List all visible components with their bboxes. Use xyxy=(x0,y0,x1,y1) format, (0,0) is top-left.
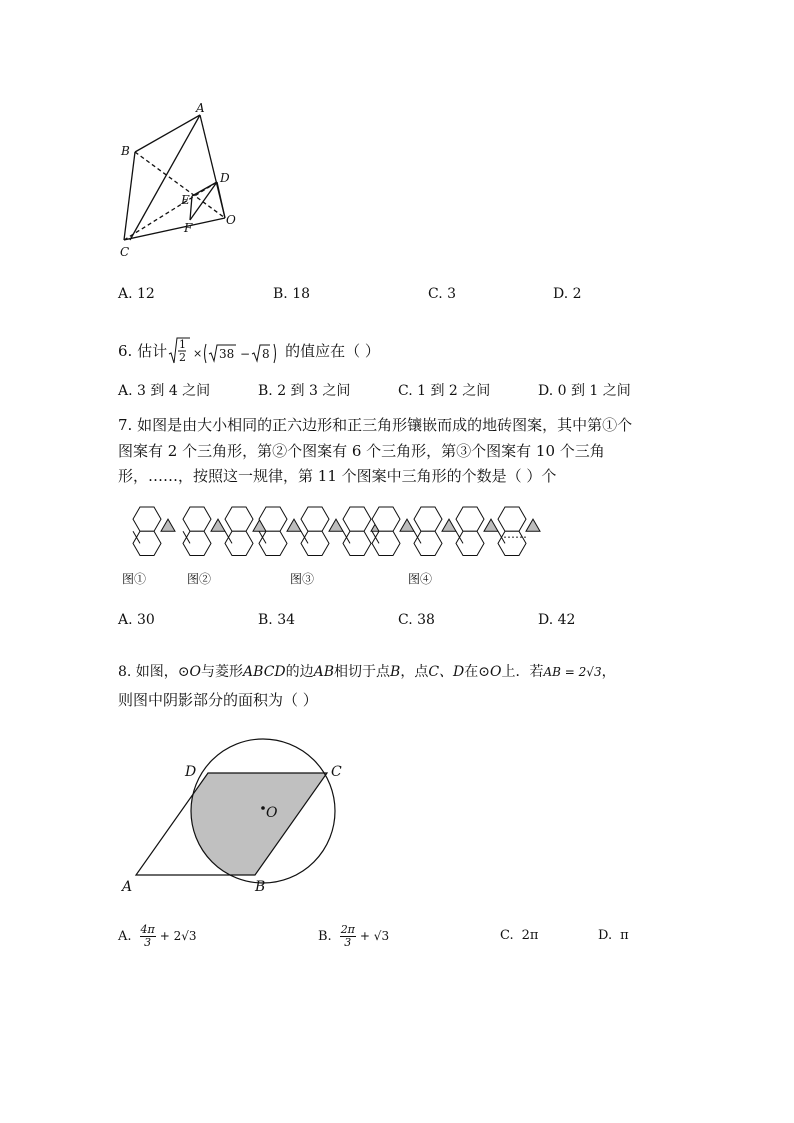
q7-option-b[interactable]: B. 34 xyxy=(258,612,296,628)
q7-figure-1 xyxy=(133,507,175,556)
q5-option-c[interactable]: C. 3 xyxy=(428,286,457,302)
q7-hexagon xyxy=(343,507,371,531)
q6-option-c[interactable]: C. 1 到 2 之间 xyxy=(398,383,491,399)
q6-minus: − xyxy=(240,347,251,361)
q8-stem-line-1 xyxy=(118,660,616,684)
q5-option-d[interactable]: D. 2 xyxy=(553,286,582,302)
q7-triangle xyxy=(329,519,343,531)
q8-option-b[interactable] xyxy=(318,920,389,952)
q7-hexagon xyxy=(456,531,484,555)
q8-text-1: 8. 如图， xyxy=(118,664,178,680)
q8-point-b: B xyxy=(390,664,401,680)
q7-triangle xyxy=(526,519,540,531)
q8-circle-o-2: ⊙O xyxy=(478,664,502,680)
q8-option-c-text: 2π xyxy=(521,928,539,943)
q7-option-a[interactable]: A. 30 xyxy=(118,612,155,628)
q8-option-b-fraction xyxy=(340,924,356,949)
q6-stem xyxy=(118,336,380,366)
q6-radicand-1: 38 xyxy=(219,347,235,361)
q7-triangle xyxy=(161,519,175,531)
q8-option-d-text: π xyxy=(620,928,629,943)
q8-text-6: 在 xyxy=(464,664,479,680)
q7-hexagon xyxy=(343,531,371,555)
q8-option-c[interactable] xyxy=(500,928,538,943)
q7-triangle xyxy=(287,519,301,531)
q7-hexagon xyxy=(133,507,161,531)
q7-hexagon xyxy=(456,507,484,531)
q7-ellipsis: …… xyxy=(503,527,527,541)
q7-hexagon xyxy=(225,507,253,531)
q8-option-d-label: D. xyxy=(598,928,613,943)
q7-option-c[interactable]: C. 38 xyxy=(398,612,435,628)
q6-times: × xyxy=(193,347,203,360)
q7-caption-3: 图③ xyxy=(290,572,315,586)
q8-option-b-den: 3 xyxy=(344,935,352,949)
q5-label-b: B xyxy=(121,144,130,158)
q5-label-f: F xyxy=(184,221,193,235)
q6-radicand-2: 8 xyxy=(262,347,270,361)
q8-given: AB = 2√3 xyxy=(543,665,602,679)
q7-hexagon xyxy=(301,507,329,531)
q8-option-d[interactable] xyxy=(598,928,629,943)
q8-rhombus-name: ABCD xyxy=(243,664,286,680)
q8-option-a-num: 4π xyxy=(140,922,155,936)
q7-caption-4: 图④ xyxy=(408,572,433,586)
q8-stem-line-2: 则图中阴影部分的面积为（ ） xyxy=(118,691,318,709)
q7-hexagon xyxy=(259,531,287,555)
q8-label-b: B xyxy=(255,879,266,895)
q6-option-a[interactable]: A. 3 到 4 之间 xyxy=(118,383,211,399)
q7-hexagon xyxy=(225,531,253,555)
q8-option-a-label: A. xyxy=(118,928,132,944)
q8-text-4: 相切于点 xyxy=(334,664,391,680)
q8-option-a-tail: + 2√3 xyxy=(159,929,197,943)
q7-hexagon xyxy=(414,531,442,555)
q8-text-8: ， xyxy=(601,664,616,680)
q7-hexagon xyxy=(414,507,442,531)
q7-hexagon xyxy=(183,507,211,531)
q7-option-d[interactable]: D. 42 xyxy=(538,612,576,628)
q8-circle-o: ⊙O xyxy=(177,664,202,680)
q8-text-7: 上．若 xyxy=(501,664,544,680)
q6-expression xyxy=(168,336,284,366)
q6-frac-num: 1 xyxy=(179,338,187,351)
q5-option-b[interactable]: B. 18 xyxy=(273,286,311,302)
q7-figure-3 xyxy=(259,507,385,556)
q7-caption-2: 图② xyxy=(187,572,212,586)
q8-points-cd: C、D xyxy=(428,664,465,680)
q5-label-o: O xyxy=(226,213,236,227)
q6-frac-den: 2 xyxy=(179,351,187,364)
q5-label-d: D xyxy=(220,171,230,185)
q8-text-5: ，点 xyxy=(400,664,429,680)
q8-option-a-den: 3 xyxy=(144,935,152,949)
q8-center-dot xyxy=(261,806,265,810)
q7-hexagon xyxy=(301,531,329,555)
q8-label-c: C xyxy=(331,764,342,780)
q8-label-d: D xyxy=(185,764,197,780)
q5-label-e: E xyxy=(181,193,190,207)
q8-option-b-num: 2π xyxy=(340,922,355,936)
q7-triangle xyxy=(211,519,225,531)
q7-triangle xyxy=(484,519,498,531)
q8-text-3: 的边 xyxy=(285,664,314,680)
q8-shaded-region xyxy=(191,739,335,883)
q6-option-b[interactable]: B. 2 到 3 之间 xyxy=(258,383,351,399)
q8-option-a[interactable] xyxy=(118,920,197,952)
q7-stem-line-3: 形，……，按照这一规律，第 11 个图案中三角形的个数是（ ）个 xyxy=(118,467,557,485)
q6-suffix: 的值应在（ ） xyxy=(285,342,380,360)
q8-text-2: 与菱形 xyxy=(201,664,244,680)
q7-triangle xyxy=(442,519,456,531)
q7-hexagon xyxy=(372,531,400,555)
q7-hexagon xyxy=(183,531,211,555)
q5-figure xyxy=(110,100,260,260)
q7-stem-line-1: 7. 如图是由大小相同的正六边形和正三角形镶嵌而成的地砖图案，其中第①个 xyxy=(118,416,633,434)
q5-label-a: A xyxy=(196,101,205,115)
q7-triangle xyxy=(400,519,414,531)
q7-hexagon xyxy=(133,531,161,555)
q8-option-a-fraction xyxy=(140,924,156,949)
q6-option-d[interactable]: D. 0 到 1 之间 xyxy=(538,383,631,399)
q7-figure-2 xyxy=(183,507,267,556)
q7-tiling-figures xyxy=(120,505,550,565)
q8-label-o: O xyxy=(266,805,278,821)
q8-option-b-label: B. xyxy=(318,928,332,944)
q7-stem-line-2: 图案有 2 个三角形，第②个图案有 6 个三角形，第③个图案有 10 个三角 xyxy=(118,442,605,460)
q8-option-b-tail: + √3 xyxy=(359,929,390,943)
q5-label-c: C xyxy=(120,245,130,259)
q5-option-a[interactable]: A. 12 xyxy=(118,286,155,302)
q8-figure xyxy=(115,728,355,898)
q8-label-a: A xyxy=(122,879,133,895)
q6-prefix: 6. 估计 xyxy=(118,342,168,360)
q8-edge-ab: AB xyxy=(313,664,335,680)
q7-caption-1: 图① xyxy=(122,572,147,586)
q8-option-c-label: C. xyxy=(500,928,514,943)
